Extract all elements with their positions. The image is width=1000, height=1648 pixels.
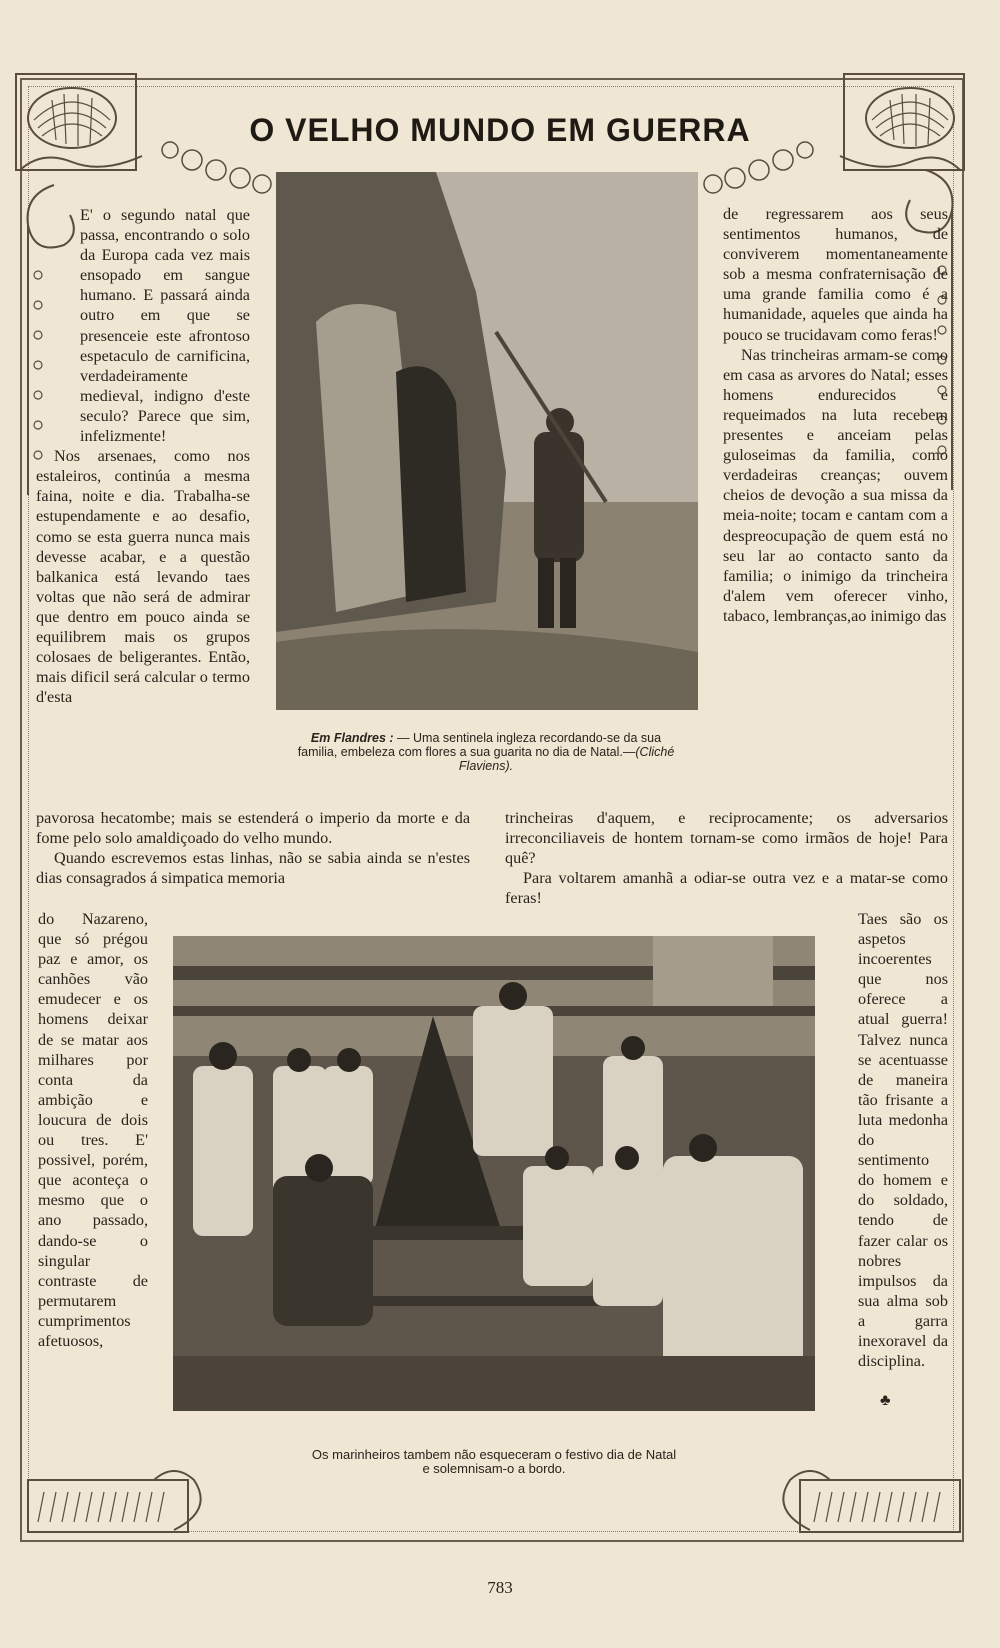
caption-line: e solemnisam-o a bordo. [422, 1461, 566, 1476]
page-number: 783 [487, 1578, 513, 1597]
paragraph: Para voltarem amanhã a odiar-se outra vez e a matar-se como feras! [505, 869, 948, 908]
bottom-right-text [840, 909, 948, 1371]
caption-lead: Em Flandres : [310, 731, 394, 745]
paragraph: pavorosa hecatombe; mais se estenderá o imperio da morte e da fome pelo solo amaldiçoado do velho mundo. [36, 809, 470, 848]
paragraph: Quando escrevemos estas linhas, não se sabia ainda se n'estes dias consagrados á simpatica memoria [36, 849, 470, 888]
left-text-column [36, 205, 250, 707]
paragraph: Nas trincheiras armam-se como em casa as arvores do Natal; esses homens endurecidos e requeimados na luta recebem presentes e anceiam pelas guloseimas da familia, como verdadeiras creanças; ouvem cheios de devoção a sua missa da meia-noite; tocam e cantam com a despreocupação de quem está no seu lar ao contacto santo da familia; o inimigo da trincheira d'alem vem oferecer vinho, tabaco, lembranças,ao inimigo das [723, 345, 948, 625]
article-title: O VELHO MUNDO EM GUERRA [249, 112, 751, 148]
sailors-photo [173, 936, 815, 1411]
end-mark: ♣ [880, 1392, 891, 1409]
sentinel-photo [276, 172, 698, 710]
paragraph: de regressarem aos seus sentimentos humanos, de conviverem momentaneamente sob a mesma confraternisação de uma grande familia como é a humanidade, aqueles que ainda ha pouco se trucidavam como feras! [723, 205, 948, 344]
middle-right-text [505, 808, 948, 908]
middle-left-text [36, 808, 470, 888]
paragraph: trincheiras d'aquem, e reciprocamente; os adversarios irreconciliaveis de hontem tornam-se como irmãos de hoje! Para quê? [505, 809, 948, 868]
top-left-ornament [12, 70, 152, 180]
top-photo-caption [290, 731, 682, 773]
bottom-photo-caption [173, 1448, 815, 1476]
paragraph: Taes são os aspetos incoerentes que nos oferece a atual guerra! Talvez nunca se acentuasse de maneira tão frisante a luta medonha do sentimento do homem e do soldado, tendo de fazer calar os nobres impulsos da sua alma sob a garra inexoravel da disciplina. [858, 910, 948, 1371]
paragraph: E' o segundo natal que passa, encontrando o solo da Europa cada vez mais ensopado em sangue humano. E passará ainda outro em que se presenceie este afrontoso espetaculo de carnificina, verdadeiramente medieval, indigno d'este seculo? Parece que sim, infelizmente! [80, 206, 250, 446]
caption-text: — Uma sentinela ingleza recordando-se da sua familia, embeleza com flores a sua guarita no dia de Natal.— [297, 731, 662, 759]
right-text-column [723, 204, 948, 626]
paragraph: Nos arsenaes, como nos estaleiros, continúa a mesma faina, noite e dia. Trabalha-se estupendamente e ao desafio, como se esta guerra nunca mais devesse acabar, e a questão balkanica está levando taes voltas que não será de admirar que dentro em pouco ainda se equilibrem mais os grupos colosaes de beligerantes. Então, mais dificil será calcular o termo d'esta [36, 447, 250, 707]
caption-credit: (Cliché Flaviens). [458, 745, 675, 773]
bottom-left-text [38, 909, 148, 1351]
paragraph: do Nazareno, que só prégou paz e amor, os canhões vão emudecer e os homens deixar de se matar aos milhares por conta da ambição e loucura de dois ou tres. E' possivel, porém, que aconteça o mesmo que o ano passado, dando-se o singular contraste de permutarem cumprimentos afetuosos, [38, 910, 148, 1350]
caption-line: Os marinheiros tambem não esqueceram o festivo dia de Natal [311, 1447, 677, 1462]
